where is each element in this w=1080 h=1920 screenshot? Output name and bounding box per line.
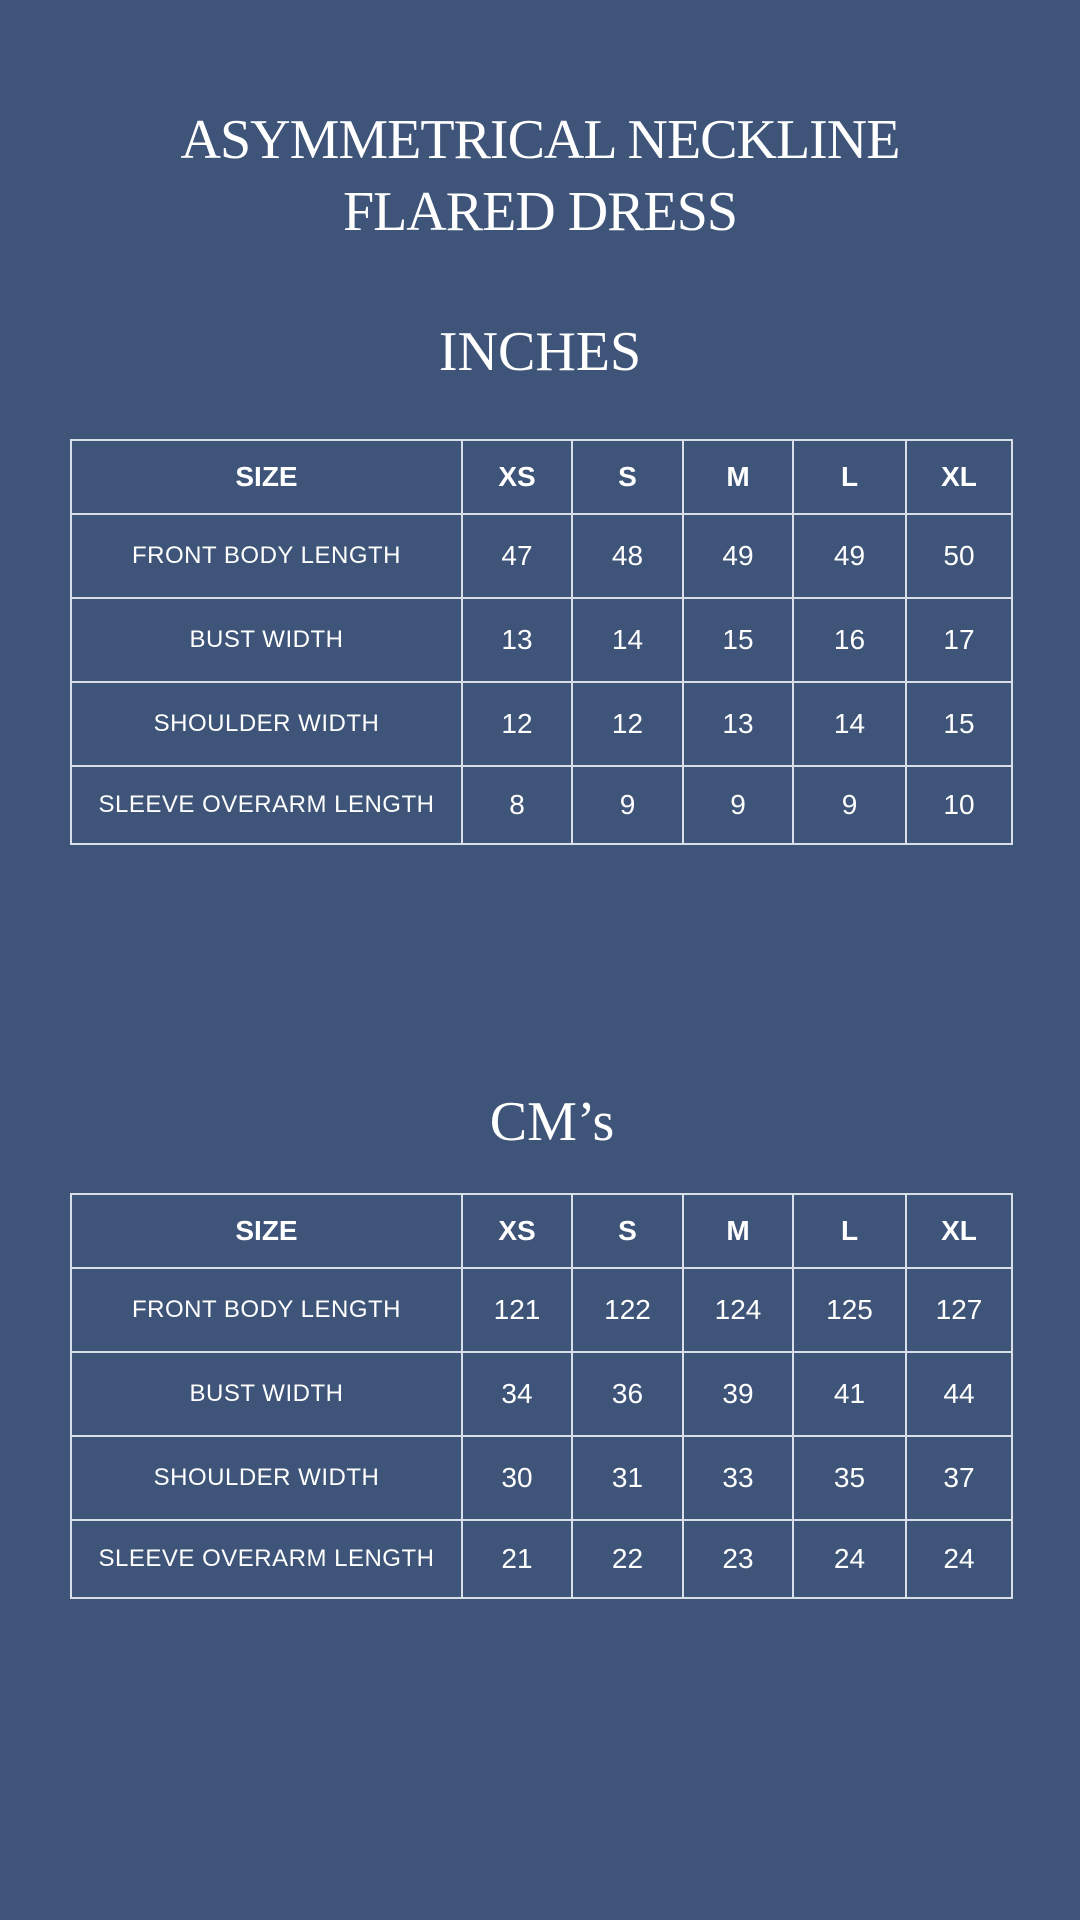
column-header-xs: XS bbox=[462, 1194, 572, 1268]
table-cell: 49 bbox=[793, 514, 906, 598]
table-cell: 34 bbox=[462, 1352, 572, 1436]
table-cell: 39 bbox=[683, 1352, 793, 1436]
table-cell: 48 bbox=[572, 514, 683, 598]
column-header-l: L bbox=[793, 440, 906, 514]
row-label: BUST WIDTH bbox=[71, 1352, 462, 1436]
table-cell: 31 bbox=[572, 1436, 683, 1520]
cm-heading: CM’s bbox=[489, 1091, 615, 1153]
title-line-1: ASYMMETRICAL NECKLINE bbox=[180, 109, 900, 171]
cm-size-table bbox=[70, 1193, 1013, 1599]
table-cell: 44 bbox=[906, 1352, 1012, 1436]
table-cell: 125 bbox=[793, 1268, 906, 1352]
column-header-s: S bbox=[572, 440, 683, 514]
table-row bbox=[71, 1268, 1012, 1352]
table-cell: 10 bbox=[906, 766, 1012, 844]
table-row bbox=[71, 1352, 1012, 1436]
table-cell: 36 bbox=[572, 1352, 683, 1436]
title-line-2: FLARED DRESS bbox=[342, 181, 738, 243]
page-title bbox=[0, 104, 1080, 248]
inches-heading: INCHES bbox=[438, 321, 642, 383]
column-header-size: SIZE bbox=[71, 440, 462, 514]
table-row bbox=[71, 514, 1012, 598]
column-header-xl: XL bbox=[906, 440, 1012, 514]
row-label: SHOULDER WIDTH bbox=[71, 1436, 462, 1520]
table-cell: 12 bbox=[462, 682, 572, 766]
column-header-m: M bbox=[683, 440, 793, 514]
row-label: SLEEVE OVERARM LENGTH bbox=[71, 766, 462, 844]
table-cell: 30 bbox=[462, 1436, 572, 1520]
table-header-row bbox=[71, 440, 1012, 514]
row-label: BUST WIDTH bbox=[71, 598, 462, 682]
table-cell: 15 bbox=[906, 682, 1012, 766]
table-cell: 12 bbox=[572, 682, 683, 766]
table-cell: 37 bbox=[906, 1436, 1012, 1520]
table-cell: 14 bbox=[572, 598, 683, 682]
table-row bbox=[71, 766, 1012, 844]
column-header-size: SIZE bbox=[71, 1194, 462, 1268]
table-cell: 21 bbox=[462, 1520, 572, 1598]
table-cell: 13 bbox=[462, 598, 572, 682]
table-cell: 47 bbox=[462, 514, 572, 598]
table-cell: 121 bbox=[462, 1268, 572, 1352]
table-header-row bbox=[71, 1194, 1012, 1268]
table-cell: 24 bbox=[793, 1520, 906, 1598]
table-cell: 9 bbox=[683, 766, 793, 844]
table-cell: 33 bbox=[683, 1436, 793, 1520]
column-header-l: L bbox=[793, 1194, 906, 1268]
table-cell: 22 bbox=[572, 1520, 683, 1598]
column-header-m: M bbox=[683, 1194, 793, 1268]
table-cell: 127 bbox=[906, 1268, 1012, 1352]
table-cell: 14 bbox=[793, 682, 906, 766]
column-header-xl: XL bbox=[906, 1194, 1012, 1268]
column-header-s: S bbox=[572, 1194, 683, 1268]
table-cell: 41 bbox=[793, 1352, 906, 1436]
table-cell: 50 bbox=[906, 514, 1012, 598]
table-row bbox=[71, 682, 1012, 766]
table-cell: 17 bbox=[906, 598, 1012, 682]
table-cell: 124 bbox=[683, 1268, 793, 1352]
table-cell: 8 bbox=[462, 766, 572, 844]
table-cell: 122 bbox=[572, 1268, 683, 1352]
table-row bbox=[71, 1436, 1012, 1520]
table-row bbox=[71, 598, 1012, 682]
inches-size-table bbox=[70, 439, 1013, 845]
row-label: SHOULDER WIDTH bbox=[71, 682, 462, 766]
table-cell: 49 bbox=[683, 514, 793, 598]
table-cell: 13 bbox=[683, 682, 793, 766]
row-label: FRONT BODY LENGTH bbox=[71, 1268, 462, 1352]
row-label: FRONT BODY LENGTH bbox=[71, 514, 462, 598]
table-cell: 9 bbox=[793, 766, 906, 844]
column-header-xs: XS bbox=[462, 440, 572, 514]
table-cell: 16 bbox=[793, 598, 906, 682]
table-cell: 23 bbox=[683, 1520, 793, 1598]
table-cell: 15 bbox=[683, 598, 793, 682]
table-cell: 9 bbox=[572, 766, 683, 844]
table-cell: 24 bbox=[906, 1520, 1012, 1598]
table-row bbox=[71, 1520, 1012, 1598]
table-cell: 35 bbox=[793, 1436, 906, 1520]
row-label: SLEEVE OVERARM LENGTH bbox=[71, 1520, 462, 1598]
